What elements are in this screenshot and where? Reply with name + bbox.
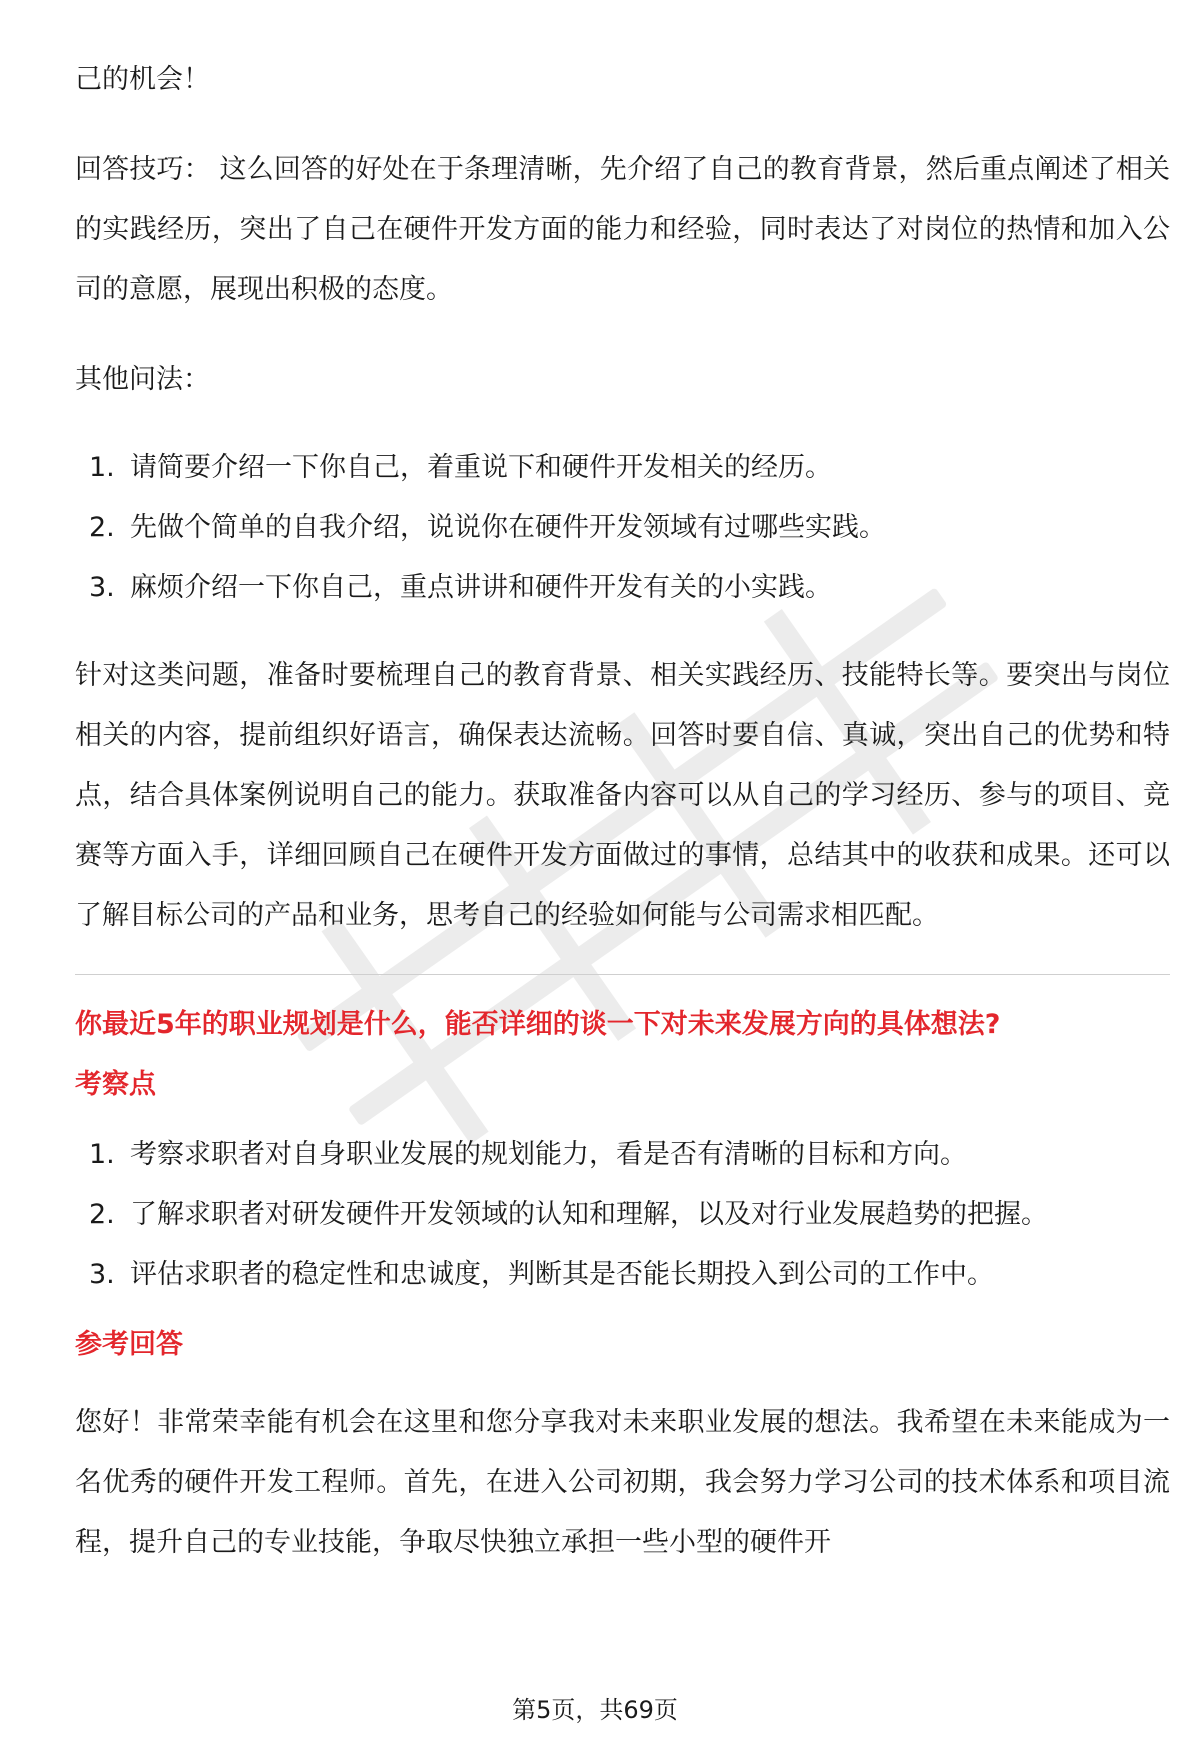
list-item: 1. 请简要介绍一下你自己，着重说下和硬件开发相关的经历。 bbox=[89, 452, 832, 483]
page-number-footer: 第5页，共69页 bbox=[512, 1696, 678, 1724]
focus-points-title: 考察点 bbox=[75, 1069, 156, 1100]
answer-tip-paragraph: 回答技巧： 这么回答的好处在于条理清晰，先介绍了自己的教育背景，然后重点阐述了相关的实践经历，突出了自己在硬件开发方面的能力和经验，同时表达了对岗位的热情和加入公司的意愿，展现出积极的态度。 bbox=[75, 154, 1170, 305]
section-divider bbox=[75, 974, 1170, 975]
list-item: 2. 先做个简单的自我介绍，说说你在硬件开发领域有过哪些实践。 bbox=[89, 512, 886, 543]
reference-answer-title: 参考回答 bbox=[75, 1329, 183, 1360]
other-questions-label: 其他问法： bbox=[75, 364, 210, 395]
reference-answer-paragraph: 您好！非常荣幸能有机会在这里和您分享我对未来职业发展的想法。我希望在未来能成为一名优秀的硬件开发工程师。首先，在进入公司初期，我会努力学习公司的技术体系和项目流程，提升自己的专业技能，争取尽快独立承担一些小型的硬件开 bbox=[75, 1407, 1170, 1558]
main-content bbox=[75, 50, 1170, 1573]
intro-tail-text: 己的机会！ bbox=[75, 64, 210, 95]
question-heading: 你最近5年的职业规划是什么，能否详细的谈一下对未来发展方向的具体想法? bbox=[75, 1009, 1001, 1040]
list-item: 3. 麻烦介绍一下你自己，重点讲讲和硬件开发有关的小实践。 bbox=[89, 572, 832, 603]
preparation-advice-paragraph: 针对这类问题，准备时要梳理自己的教育背景、相关实践经历、技能特长等。要突出与岗位相关的内容，提前组织好语言，确保表达流畅。回答时要自信、真诚，突出自己的优势和特点，结合具体案例说明自己的能力。获取准备内容可以从自己的学习经历、参与的项目、竞赛等方面入手，详细回顾自己在硬件开发方面做过的事情，总结其中的收获和成果。还可以了解目标公司的产品和业务，思考自己的经验如何能与公司需求相匹配。 bbox=[75, 660, 1170, 931]
list-item: 2. 了解求职者对研发硬件开发领域的认知和理解，以及对行业发展趋势的把握。 bbox=[89, 1199, 1048, 1230]
list-item: 1. 考察求职者对自身职业发展的规划能力，看是否有清晰的目标和方向。 bbox=[89, 1139, 967, 1170]
other-questions-list bbox=[75, 438, 1170, 618]
list-item: 3. 评估求职者的稳定性和忠诚度，判断其是否能长期投入到公司的工作中。 bbox=[89, 1259, 994, 1290]
focus-points-list bbox=[75, 1125, 1170, 1305]
